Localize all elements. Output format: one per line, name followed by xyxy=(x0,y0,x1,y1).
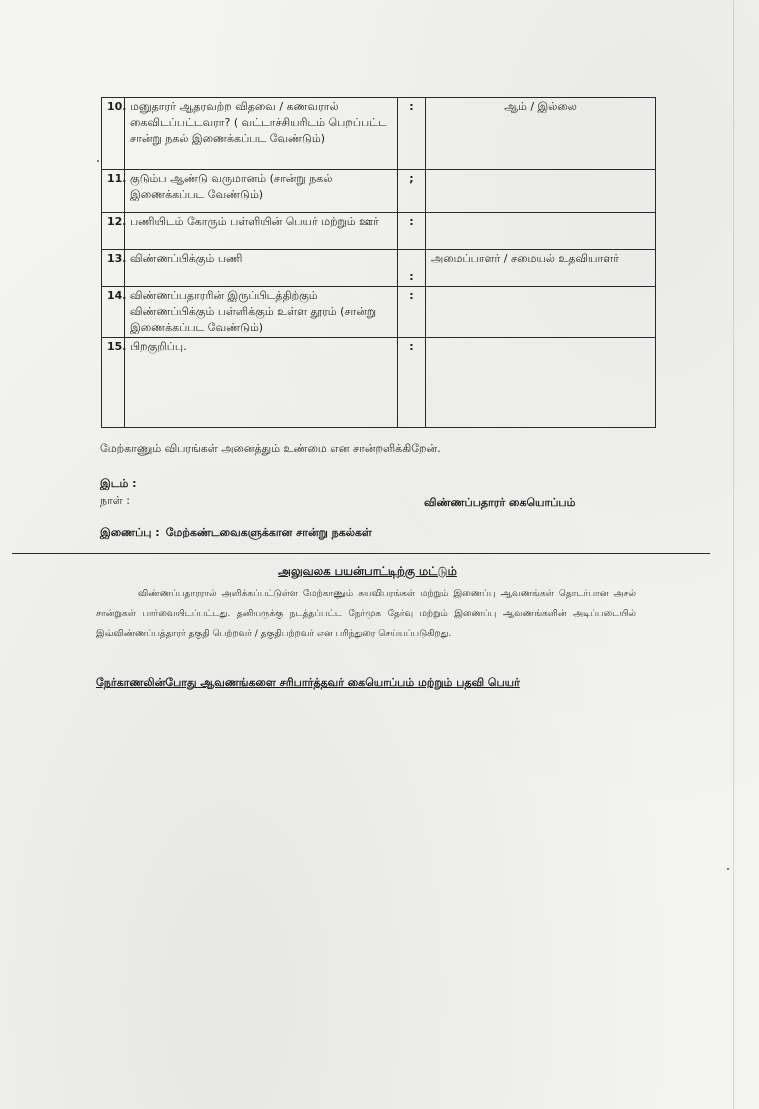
scan-speck xyxy=(97,160,99,162)
row-number: 13. xyxy=(102,250,125,287)
answer-field[interactable] xyxy=(426,170,656,213)
row-number: 15. xyxy=(102,338,125,428)
attachment-row xyxy=(100,526,378,541)
question-text: பிறகுறிப்பு. xyxy=(125,338,398,428)
place-label: இடம் : xyxy=(100,477,137,490)
declaration-text: மேற்காணும் விபரங்கள் அனைத்தும் உண்மை என சான்றளிக்கிறேன். xyxy=(100,442,441,455)
answer-field[interactable] xyxy=(426,213,656,250)
question-text: பணியிடம் கோரும் பள்ளியின் பெயர் மற்றும் ஊர் xyxy=(125,213,398,250)
colon-separator: : xyxy=(398,287,426,338)
applicant-signature-label: விண்ணப்பதாரர் கையொப்பம் xyxy=(424,496,576,509)
attachment-label: இணைப்பு : xyxy=(100,526,160,539)
question-text: மனுதாரர் ஆதரவற்ற விதவை / கணவரால் கைவிடப்பட்டவரா? ( வட்டாச்சியரிடம் பெறப்பட்ட சான்று நகல் இணைக்கப்பட வேண்டும்) xyxy=(125,98,398,170)
scan-edge-line xyxy=(733,0,734,1109)
answer-field[interactable]: அமைப்பாளர் / சமையல் உதவியாளர் xyxy=(426,250,656,287)
office-use-paragraph: விண்ணப்பதாரரால் அளிக்கப்பட்டுள்ள மேற்காணும் சுயவிபரங்கள் மற்றும் இணைப்பு ஆவணங்கள் தொடர்பான அசல் சான்றுகள் பார்வையிடப்பட்டது. தனியருக்கு நடத்தப்பட்ட நேர்முக தேர்வு மற்றும் இணைப்பு ஆவணங்களின் அடிப்படையில் இவ்விண்ணப்பத்தாரர் தகுதி பெற்றவர் / தகுதிபற்றவர் என பரிந்துரை செய்யப்படுகிறது. xyxy=(96,589,636,639)
row-number: 14. xyxy=(102,287,125,338)
section-divider xyxy=(12,553,710,554)
question-text: விண்ணப்பதாரரின் இருப்பிடத்திற்கும் விண்ணப்பிக்கும் பள்ளிக்கும் உள்ள தூரம் (சான்று இணைக்கப்பட வேண்டும்) xyxy=(125,287,398,338)
colon-separator: : xyxy=(398,250,426,287)
office-use-title: அலுவலக பயன்பாட்டிற்கு மட்டும் xyxy=(278,564,457,578)
attachment-text: மேற்கண்டவைகளுக்கான சான்று நகல்கள் xyxy=(165,526,372,539)
table-row xyxy=(102,250,656,287)
question-text: குடும்ப ஆண்டு வருமானம் (சான்று நகல் இணைக்கப்பட வேண்டும்) xyxy=(125,170,398,213)
colon-separator: : xyxy=(398,213,426,250)
table-row xyxy=(102,170,656,213)
table-row xyxy=(102,338,656,428)
date-label: நாள் : xyxy=(100,494,130,507)
answer-field[interactable]: ஆம் / இல்லை xyxy=(426,98,656,170)
row-number: 11. xyxy=(102,170,125,213)
verifying-officer-signature-line: நேர்காணலின்போது ஆவணங்களை சரிபார்த்தவர் கையொப்பம் மற்றும் பதவி பெயர் xyxy=(96,676,520,689)
table-row xyxy=(102,98,656,170)
application-form-table xyxy=(101,97,656,428)
answer-field[interactable] xyxy=(426,287,656,338)
colon-separator: : xyxy=(398,338,426,428)
colon-separator: : xyxy=(398,98,426,170)
question-text: விண்ணப்பிக்கும் பணி xyxy=(125,250,398,287)
colon-separator: ; xyxy=(398,170,426,213)
table-row xyxy=(102,213,656,250)
table-row xyxy=(102,287,656,338)
scan-speck xyxy=(727,868,729,870)
row-number: 10. xyxy=(102,98,125,170)
row-number: 12. xyxy=(102,213,125,250)
answer-field[interactable] xyxy=(426,338,656,428)
